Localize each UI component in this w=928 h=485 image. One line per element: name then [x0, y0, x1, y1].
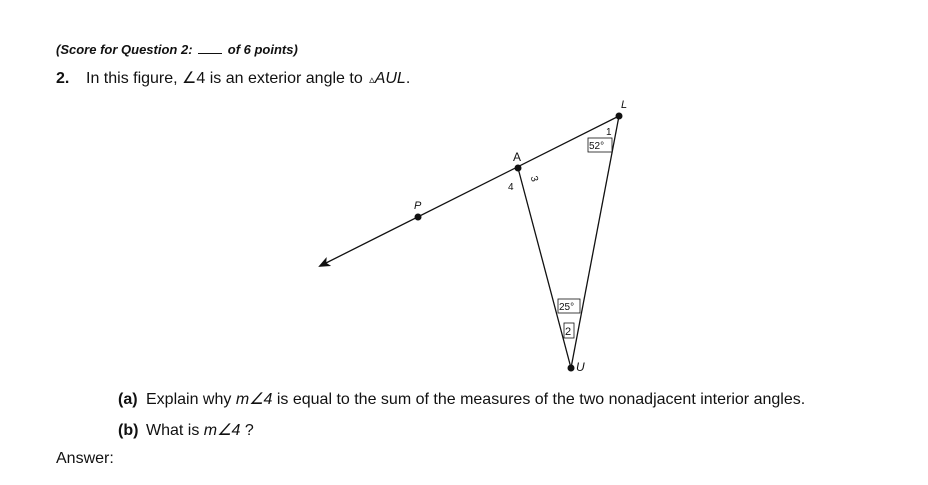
question-text-before: In this figure, [86, 70, 183, 87]
label-angle-l: 52° [589, 141, 605, 152]
score-line [56, 42, 298, 57]
label-l: L [621, 99, 628, 111]
part-a-text-after: is equal to the sum of the measures of the two nonadjacent interior angles. [272, 391, 806, 408]
part-b [118, 420, 254, 440]
side-au [518, 168, 571, 368]
side-lu [571, 116, 619, 368]
label-angle-1: 1 [606, 127, 612, 138]
label-angle-2: 2 [565, 326, 572, 338]
question-number: 2. [56, 70, 70, 87]
angle-symbol: ∠ [182, 70, 197, 87]
ray-line [320, 116, 619, 266]
score-suffix: of 6 points) [224, 42, 298, 57]
point-u [568, 365, 575, 372]
part-a-label: (a) [118, 391, 138, 408]
label-p: P [414, 200, 422, 212]
label-u: U [576, 360, 585, 374]
label-angle-3: 3 [527, 174, 540, 183]
part-b-measure: m∠4 [203, 422, 241, 439]
question-text-middle: is an exterior angle to [205, 70, 368, 87]
triangle-name: AUL [374, 70, 406, 87]
question-2 [56, 68, 410, 88]
part-b-text-before: What is [146, 422, 204, 439]
part-b-label: (b) [118, 422, 139, 439]
point-p [415, 214, 422, 221]
point-a [515, 165, 522, 172]
answer-label: Answer: [56, 450, 114, 467]
score-prefix: (Score for Question 2: [56, 42, 197, 57]
triangle-figure [300, 95, 660, 385]
label-angle-4: 4 [508, 182, 514, 193]
part-a-measure: m∠4 [235, 391, 273, 408]
score-blank [198, 42, 222, 54]
triangle-symbol: ▵ [369, 74, 375, 86]
angle-number: 4 [196, 70, 206, 87]
part-a [118, 389, 805, 409]
label-a: A [513, 150, 522, 164]
part-a-text-before: Explain why [146, 391, 236, 408]
question-text-end: . [405, 70, 411, 87]
label-angle-u: 25° [559, 302, 575, 313]
part-b-text-after: ? [244, 422, 254, 439]
point-l [616, 113, 623, 120]
